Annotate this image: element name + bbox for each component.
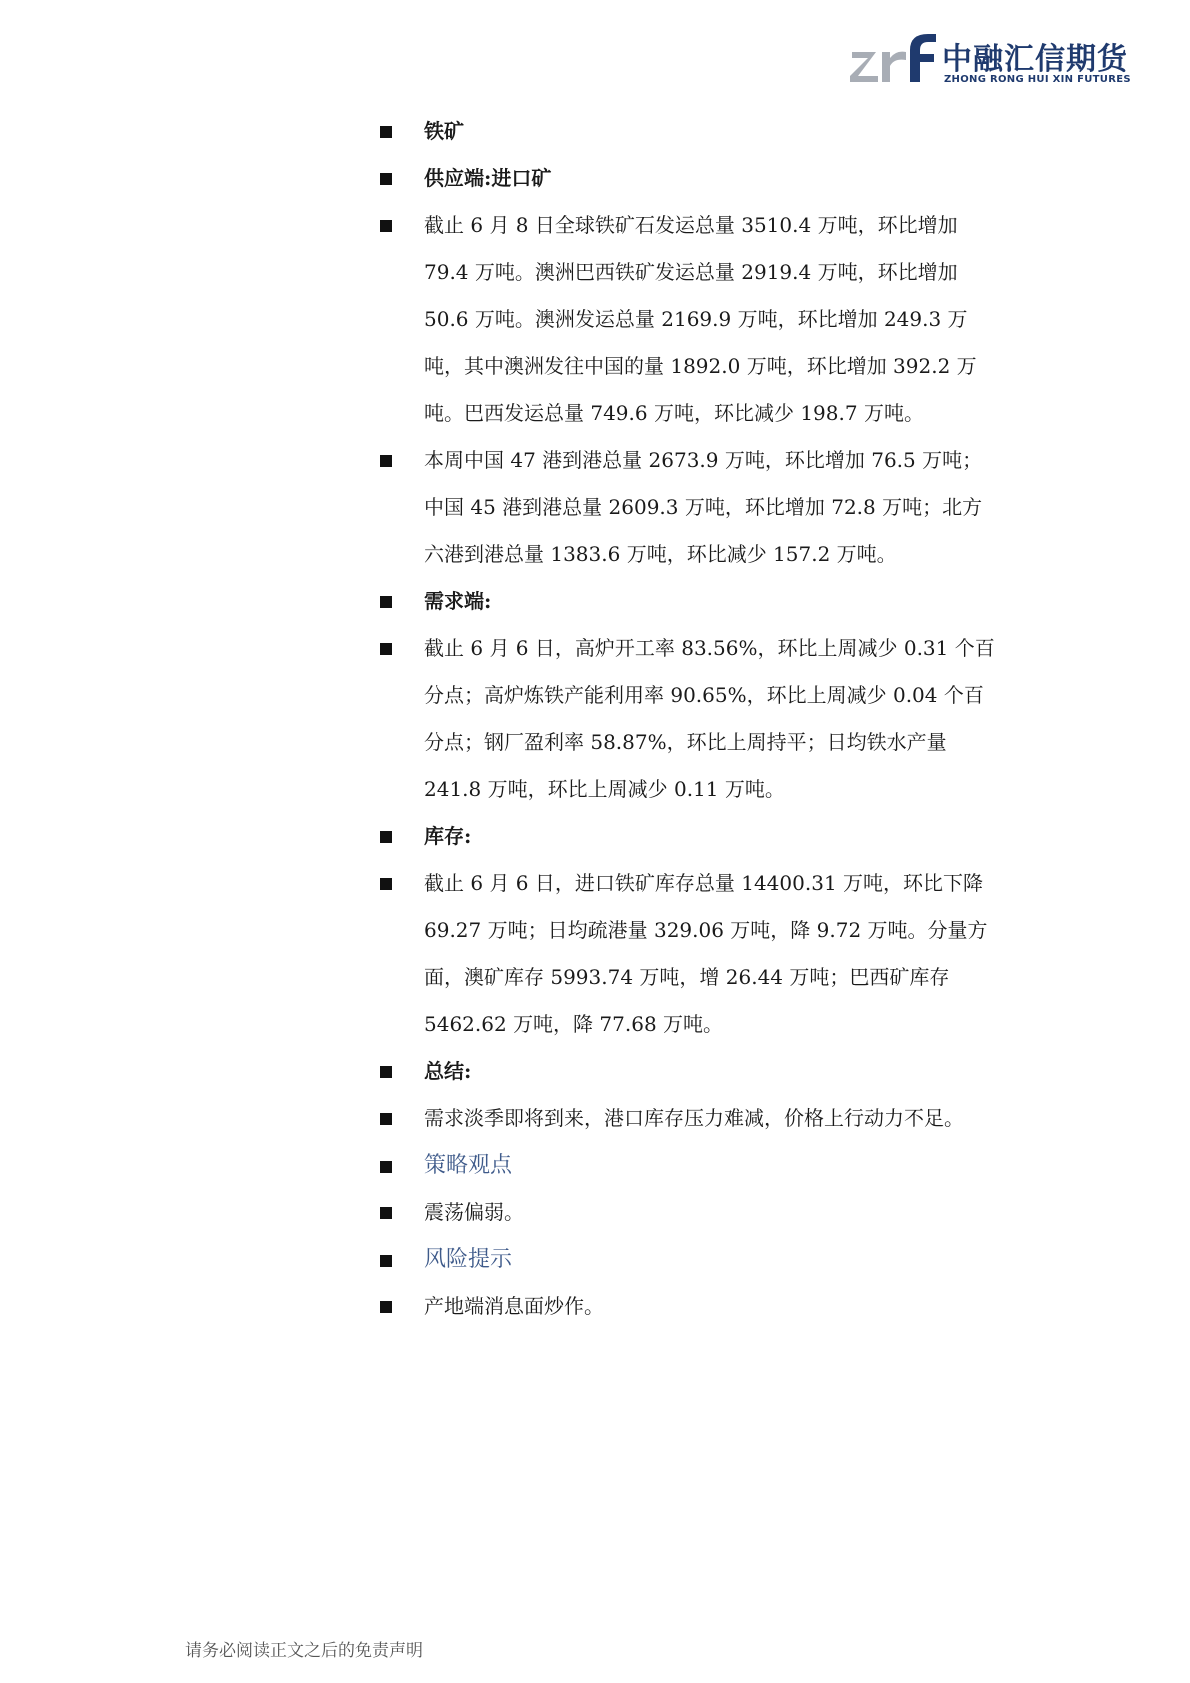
company-logo: [850, 28, 1130, 90]
square-bullet-icon: [380, 1255, 392, 1267]
square-bullet-icon: [380, 1161, 392, 1173]
square-bullet-icon: [380, 220, 392, 232]
paragraph-shipments: 截止 6 月 8 日全球铁矿石发运总量 3510.4 万吨，环比增加 79.4 万吨。澳洲巴西铁矿发运总量 2919.4 万吨，环比增加 50.6 万吨。澳洲发运总量 2169.9 万吨，环比增加 249.3 万吨，其中澳洲发往中国的量 1892.0 万吨，环比增加 392.2 万吨。巴西发运总量 749.6 万吨，环比减少 198.7 万吨。: [380, 202, 1000, 437]
paragraph-strategy: 震荡偏弱。: [380, 1189, 1000, 1236]
subsection-demand: 需求端:: [380, 578, 1000, 625]
paragraph-port-arrivals: 本周中国 47 港到港总量 2673.9 万吨，环比增加 76.5 万吨；中国 45 港到港总量 2609.3 万吨，环比增加 72.8 万吨；北方六港到港总量 1383.6 万吨，环比减少 157.2 万吨。: [380, 437, 1000, 578]
square-bullet-icon: [380, 1066, 392, 1078]
paragraph-summary: 需求淡季即将到来，港口库存压力难减，价格上行动力不足。: [380, 1095, 1000, 1142]
logo-chinese-name: 中融汇信期货: [942, 42, 1128, 77]
znf-logo-icon: [850, 28, 940, 90]
logo-english-name: ZHONG RONG HUI XIN FUTURES: [944, 74, 1131, 85]
square-bullet-icon: [380, 643, 392, 655]
subsection-inventory: 库存:: [380, 813, 1000, 860]
paragraph-risk: 产地端消息面炒作。: [380, 1283, 1000, 1330]
square-bullet-icon: [380, 1301, 392, 1313]
square-bullet-icon: [380, 1207, 392, 1219]
heading-strategy: 策略观点: [380, 1142, 1000, 1189]
heading-risk: 风险提示: [380, 1236, 1000, 1283]
section-title-iron-ore: 铁矿: [380, 108, 1000, 155]
paragraph-blast-furnace: 截止 6 月 6 日，高炉开工率 83.56%，环比上周减少 0.31 个百分点；高炉炼铁产能利用率 90.65%，环比上周减少 0.04 个百分点；钢厂盈利率 58.87%，环比上周持平；日均铁水产量 241.8 万吨，环比上周减少 0.11 万吨。: [380, 625, 1000, 813]
subsection-supply: 供应端:进口矿: [380, 155, 1000, 202]
square-bullet-icon: [380, 596, 392, 608]
subsection-summary: 总结:: [380, 1048, 1000, 1095]
paragraph-inventory: 截止 6 月 6 日，进口铁矿库存总量 14400.31 万吨，环比下降 69.27 万吨；日均疏港量 329.06 万吨，降 9.72 万吨。分量方面，澳矿库存 5993.74 万吨，增 26.44 万吨；巴西矿库存 5462.62 万吨，降 77.68 万吨。: [380, 860, 1000, 1048]
square-bullet-icon: [380, 1113, 392, 1125]
square-bullet-icon: [380, 455, 392, 467]
square-bullet-icon: [380, 878, 392, 890]
square-bullet-icon: [380, 831, 392, 843]
square-bullet-icon: [380, 126, 392, 138]
square-bullet-icon: [380, 173, 392, 185]
report-body: [380, 108, 1000, 1330]
footer-disclaimer: 请务必阅读正文之后的免责声明: [185, 1641, 423, 1661]
